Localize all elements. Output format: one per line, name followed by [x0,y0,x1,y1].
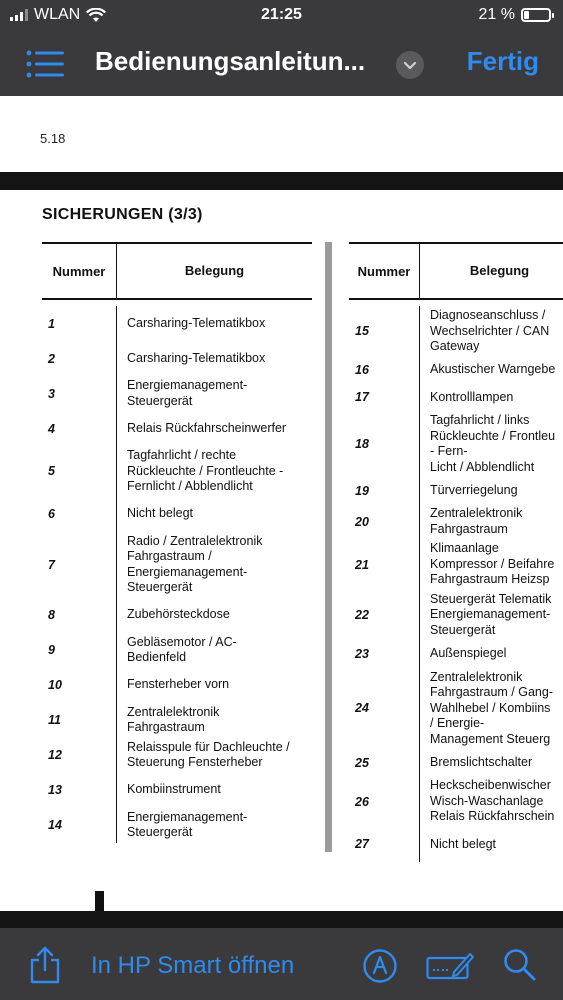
fuse-assignment [116,376,312,411]
fuse-number: 14 [48,818,62,832]
fuse-assignment [116,306,312,341]
column-header-assignment: Belegung [116,243,312,299]
fuse-assignment-text: Gebläsemotor / AC- Bedienfeld [127,634,237,664]
fuse-assignment [116,532,312,598]
fuse-assignment-text: Kontrolllampen [430,389,514,404]
table-row [349,306,563,357]
markup-icon[interactable] [362,948,398,984]
fuse-assignment-text: Radio / Zentralelektronik Fahrgastraum / Energiemanagement- Steuergerät [127,533,263,594]
fuse-assignment-text: Nicht belegt [430,836,497,851]
fuse-assignment-text: Relais Rückfahrscheinwerfer [127,420,287,435]
carrier-label: WLAN [34,6,81,23]
page-number: 5.18 [40,131,66,146]
column-header-assignment: Belegung [419,243,563,299]
fuse-number: 26 [355,794,369,809]
list-icon[interactable] [26,50,64,78]
fuse-assignment [419,477,563,504]
fuse-assignment-text: Heckscheibenwischer Wisch-Waschanlage Relais Rückfahrschein [430,778,555,824]
table-row [42,703,312,738]
fuse-number: 13 [48,783,62,797]
fuse-table-right [349,242,563,862]
table-row [349,776,563,827]
fuse-number: 18 [355,437,369,451]
fuse-assignment [419,776,563,827]
battery-level [524,11,529,19]
fuse-assignment [419,384,563,411]
fuse-assignment-text: Carsharing-Telematikbox [127,315,266,330]
fuse-assignment-text: Kombiinstrument [127,782,221,797]
table-row [42,446,312,497]
fuse-assignment [419,590,563,641]
signature-icon[interactable] [426,950,474,980]
fuse-assignment-text: Zentralelektronik Fahrgastraum [430,506,523,536]
fuse-number: 7 [48,557,55,572]
table-row [349,539,563,590]
page-separator [0,911,563,928]
done-button[interactable]: Fertig [466,46,539,76]
chevron-down-icon [396,51,424,79]
fuse-number: 4 [48,421,55,436]
fuse-assignment-text: Carsharing-Telematikbox [127,350,266,365]
fuse-number: 12 [48,748,62,762]
fuse-assignment [116,633,312,668]
table-row [42,497,312,532]
fuse-assignment [419,749,563,776]
bottom-toolbar [0,928,563,1000]
status-right [479,6,551,24]
table-row [42,341,312,376]
fuse-assignment [116,341,312,376]
column-header-number: Nummer [52,263,106,279]
page-separator [0,172,563,190]
table-row [349,749,563,776]
table-row [42,532,312,598]
fuse-assignment [419,539,563,590]
fuse-assignment-text: Nicht belegt [127,506,194,521]
table-row [42,306,312,341]
fuse-table-left [42,242,312,843]
fuse-assignment [116,411,312,446]
table-body [349,306,563,862]
fuse-assignment-text: Zentralelektronik Fahrgastraum [127,704,220,734]
fuse-number: 16 [355,363,369,378]
share-icon[interactable] [28,946,62,984]
table-row [349,504,563,539]
fuse-assignment [116,446,312,497]
fuse-number: 2 [48,351,55,366]
fuse-number: 23 [355,646,369,661]
fuse-number: 22 [355,608,369,622]
table-body [42,306,312,843]
table-row [42,738,312,773]
table-row [349,668,563,750]
fuse-number: 15 [355,324,369,339]
section-heading: SICHERUNGEN (3/3) [42,206,203,223]
fuse-assignment [116,668,312,703]
table-header [42,244,312,300]
table-row [349,411,563,477]
fuse-assignment-text: Türverriegelung [430,482,518,497]
document-title[interactable]: Bedienungsanleitun... [95,46,366,76]
fuse-number: 24 [355,701,369,716]
table-row [349,640,563,667]
table-row [349,477,563,504]
clock: 21:25 [261,6,302,23]
fuse-assignment-text: Steuergerät Telematik Energiemanagement- Steuergerät [430,591,552,637]
fuse-assignment [116,773,312,808]
fuse-number: 10 [48,678,62,692]
fuse-number: 5 [48,464,55,479]
search-icon[interactable] [503,948,537,982]
column-header-number: Nummer [357,263,411,279]
table-row [42,376,312,411]
fuse-number: 3 [48,386,55,401]
fuse-assignment [116,497,312,532]
fuse-assignment [419,668,563,750]
navigation-bar [0,30,563,96]
document-page[interactable] [0,96,563,928]
fuse-assignment-text: Zentralelektronik Fahrgastraum / Gang- Wahlhebel / Kombiins / Energie- Management Steuerg [430,669,553,746]
fuse-assignment [419,504,563,539]
fuse-assignment [116,703,312,738]
fuse-assignment [116,598,312,633]
fuse-number: 21 [355,557,369,572]
table-row [42,808,312,843]
fuse-assignment-text: Klimaanlage Kompressor / Beifahre Fahrgastraum Heizsp [430,541,555,587]
battery-icon [521,8,551,22]
fuse-assignment-text: Bremslichtschalter [430,754,533,769]
open-in-hp-smart-button[interactable]: In HP Smart öffnen [91,952,295,979]
table-row [349,590,563,641]
fuse-assignment-text: Akustischer Warngebe [430,362,556,377]
table-row [349,827,563,862]
fuse-number: 6 [48,507,55,521]
fuse-number: 20 [355,514,369,529]
fuse-number: 1 [48,316,55,331]
fuse-assignment [419,640,563,667]
fuse-number: 9 [48,643,55,657]
fuse-assignment [419,827,563,862]
fuse-number: 17 [355,390,369,405]
fuse-assignment-text: Zubehörsteckdose [127,607,230,622]
fuse-assignment-text: Energiemanagement- Steuergerät [127,378,248,408]
fuse-number: 25 [355,755,369,770]
table-row [42,598,312,633]
title-menu-button[interactable] [396,51,424,79]
fuse-assignment-text: Außenspiegel [430,646,507,661]
fuse-assignment-text: Diagnoseanschluss / Wechselrichter / CAN Gateway [430,308,550,353]
fuse-assignment-text: Energiemanagement- Steuergerät [127,809,248,839]
fuse-assignment [419,411,563,477]
fuse-assignment [116,808,312,843]
table-header [349,244,563,300]
fuse-number: 27 [355,837,369,852]
fuse-number: 19 [355,483,369,498]
table-row [42,411,312,446]
fuse-number: 11 [48,713,61,727]
table-row [349,357,563,384]
table-row [349,384,563,411]
fuse-number: 8 [48,608,55,622]
table-row [42,668,312,703]
table-row [42,633,312,668]
status-bar [0,0,563,30]
table-row [42,773,312,808]
fuse-assignment-text: Fensterheber vorn [127,677,230,692]
fuse-assignment [419,357,563,384]
fuse-assignment-text: Tagfahrlicht / links Rückleuchte / Frontleu - Fern- Licht / Abblendlicht [430,413,556,474]
fuse-assignment [116,738,312,773]
fuse-assignment-text: Tagfahrlicht / rechte Rückleuchte / Frontleuchte - Fernlicht / Abblendlicht [127,448,284,493]
fuse-assignment [419,306,563,357]
column-divider [325,242,332,852]
battery-percent: 21 % [478,6,515,23]
fuse-assignment-text: Relaisspule für Dachleuchte / Steuerung Fensterheber [127,739,290,769]
